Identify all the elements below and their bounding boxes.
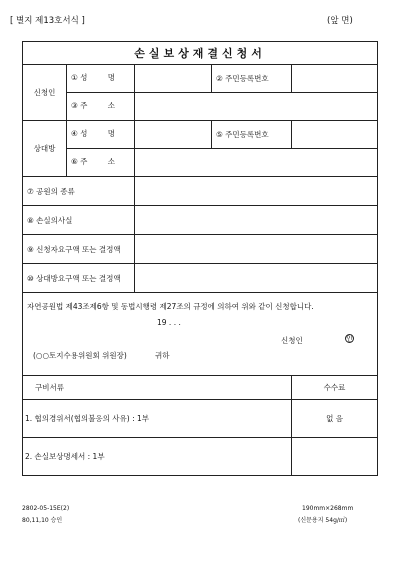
date-line: 19 . . . — [157, 318, 181, 327]
counterparty-rrn-label: ⑤ 주민등록번호 — [212, 121, 292, 149]
counterparty-claim-field[interactable] — [135, 264, 378, 293]
applicant-sign-label: 신청인 — [281, 336, 303, 345]
required-doc-item-1: 1. 협의경위서(협의불응의 사유) : 1부 — [23, 400, 292, 438]
fee-empty-cell — [292, 438, 378, 476]
recipient-suffix: 귀하 — [155, 351, 170, 360]
statement-block: 자연공원법 제43조제6항 및 동법시행령 제27조의 규정에 의하여 위와 같이 신청합니다. 19 . . . 신청인 인 (○○토지수용위원회 위원장) 귀하 — [23, 293, 378, 376]
applicant-address-field[interactable] — [135, 93, 378, 121]
required-doc-item-2: 2. 손실보상명세서 : 1부 — [23, 438, 292, 476]
paper-type: (신문용지 54g/㎡) — [298, 517, 348, 524]
applicant-claim-field[interactable] — [135, 235, 378, 264]
counterparty-claim-label: ⑩ 상대방요구액 또는 결정액 — [23, 264, 135, 293]
statement-text: 자연공원법 제43조제6항 및 동법시행령 제27조의 규정에 의하여 위와 같이 신청합니다. — [27, 302, 314, 311]
page-side-label: (앞 면) — [327, 16, 353, 26]
form-code: 2802-05-15E(2) — [22, 505, 70, 512]
counterparty-group-label: 상대방 — [23, 121, 67, 177]
form-number-label: [ 별지 제13호서식 ] — [10, 16, 85, 26]
loss-fact-field[interactable] — [135, 206, 378, 235]
counterparty-name-field[interactable] — [135, 121, 212, 149]
applicant-claim-label: ⑨ 신청자요구액 또는 결정액 — [23, 235, 135, 264]
application-form-table — [22, 41, 378, 476]
counterparty-address-label: ⑥ 주 소 — [67, 149, 135, 177]
counterparty-name-label: ④ 성 명 — [67, 121, 135, 149]
counterparty-address-field[interactable] — [135, 149, 378, 177]
counterparty-rrn-field[interactable] — [292, 121, 378, 149]
loss-fact-label: ⑧ 손실의사실 — [23, 206, 135, 235]
applicant-name-label: ① 성 명 — [67, 65, 135, 93]
fee-header: 수수료 — [292, 376, 378, 400]
applicant-name-field[interactable] — [135, 65, 212, 93]
form-title: 손실보상재결신청서 — [23, 42, 378, 65]
fee-value: 없 음 — [292, 400, 378, 438]
approval-date: 80,11,10 승인 — [22, 517, 63, 524]
park-type-label: ⑦ 공원의 종류 — [23, 177, 135, 206]
applicant-rrn-field[interactable] — [292, 65, 378, 93]
applicant-group-label: 신청인 — [23, 65, 67, 121]
park-type-field[interactable] — [135, 177, 378, 206]
applicant-rrn-label: ② 주민등록번호 — [212, 65, 292, 93]
recipient-label: (○○토지수용위원회 위원장) — [33, 351, 127, 360]
applicant-address-label: ③ 주 소 — [67, 93, 135, 121]
required-docs-header: 구비서류 — [23, 376, 292, 400]
paper-size: 190mm×268mm — [302, 505, 354, 512]
